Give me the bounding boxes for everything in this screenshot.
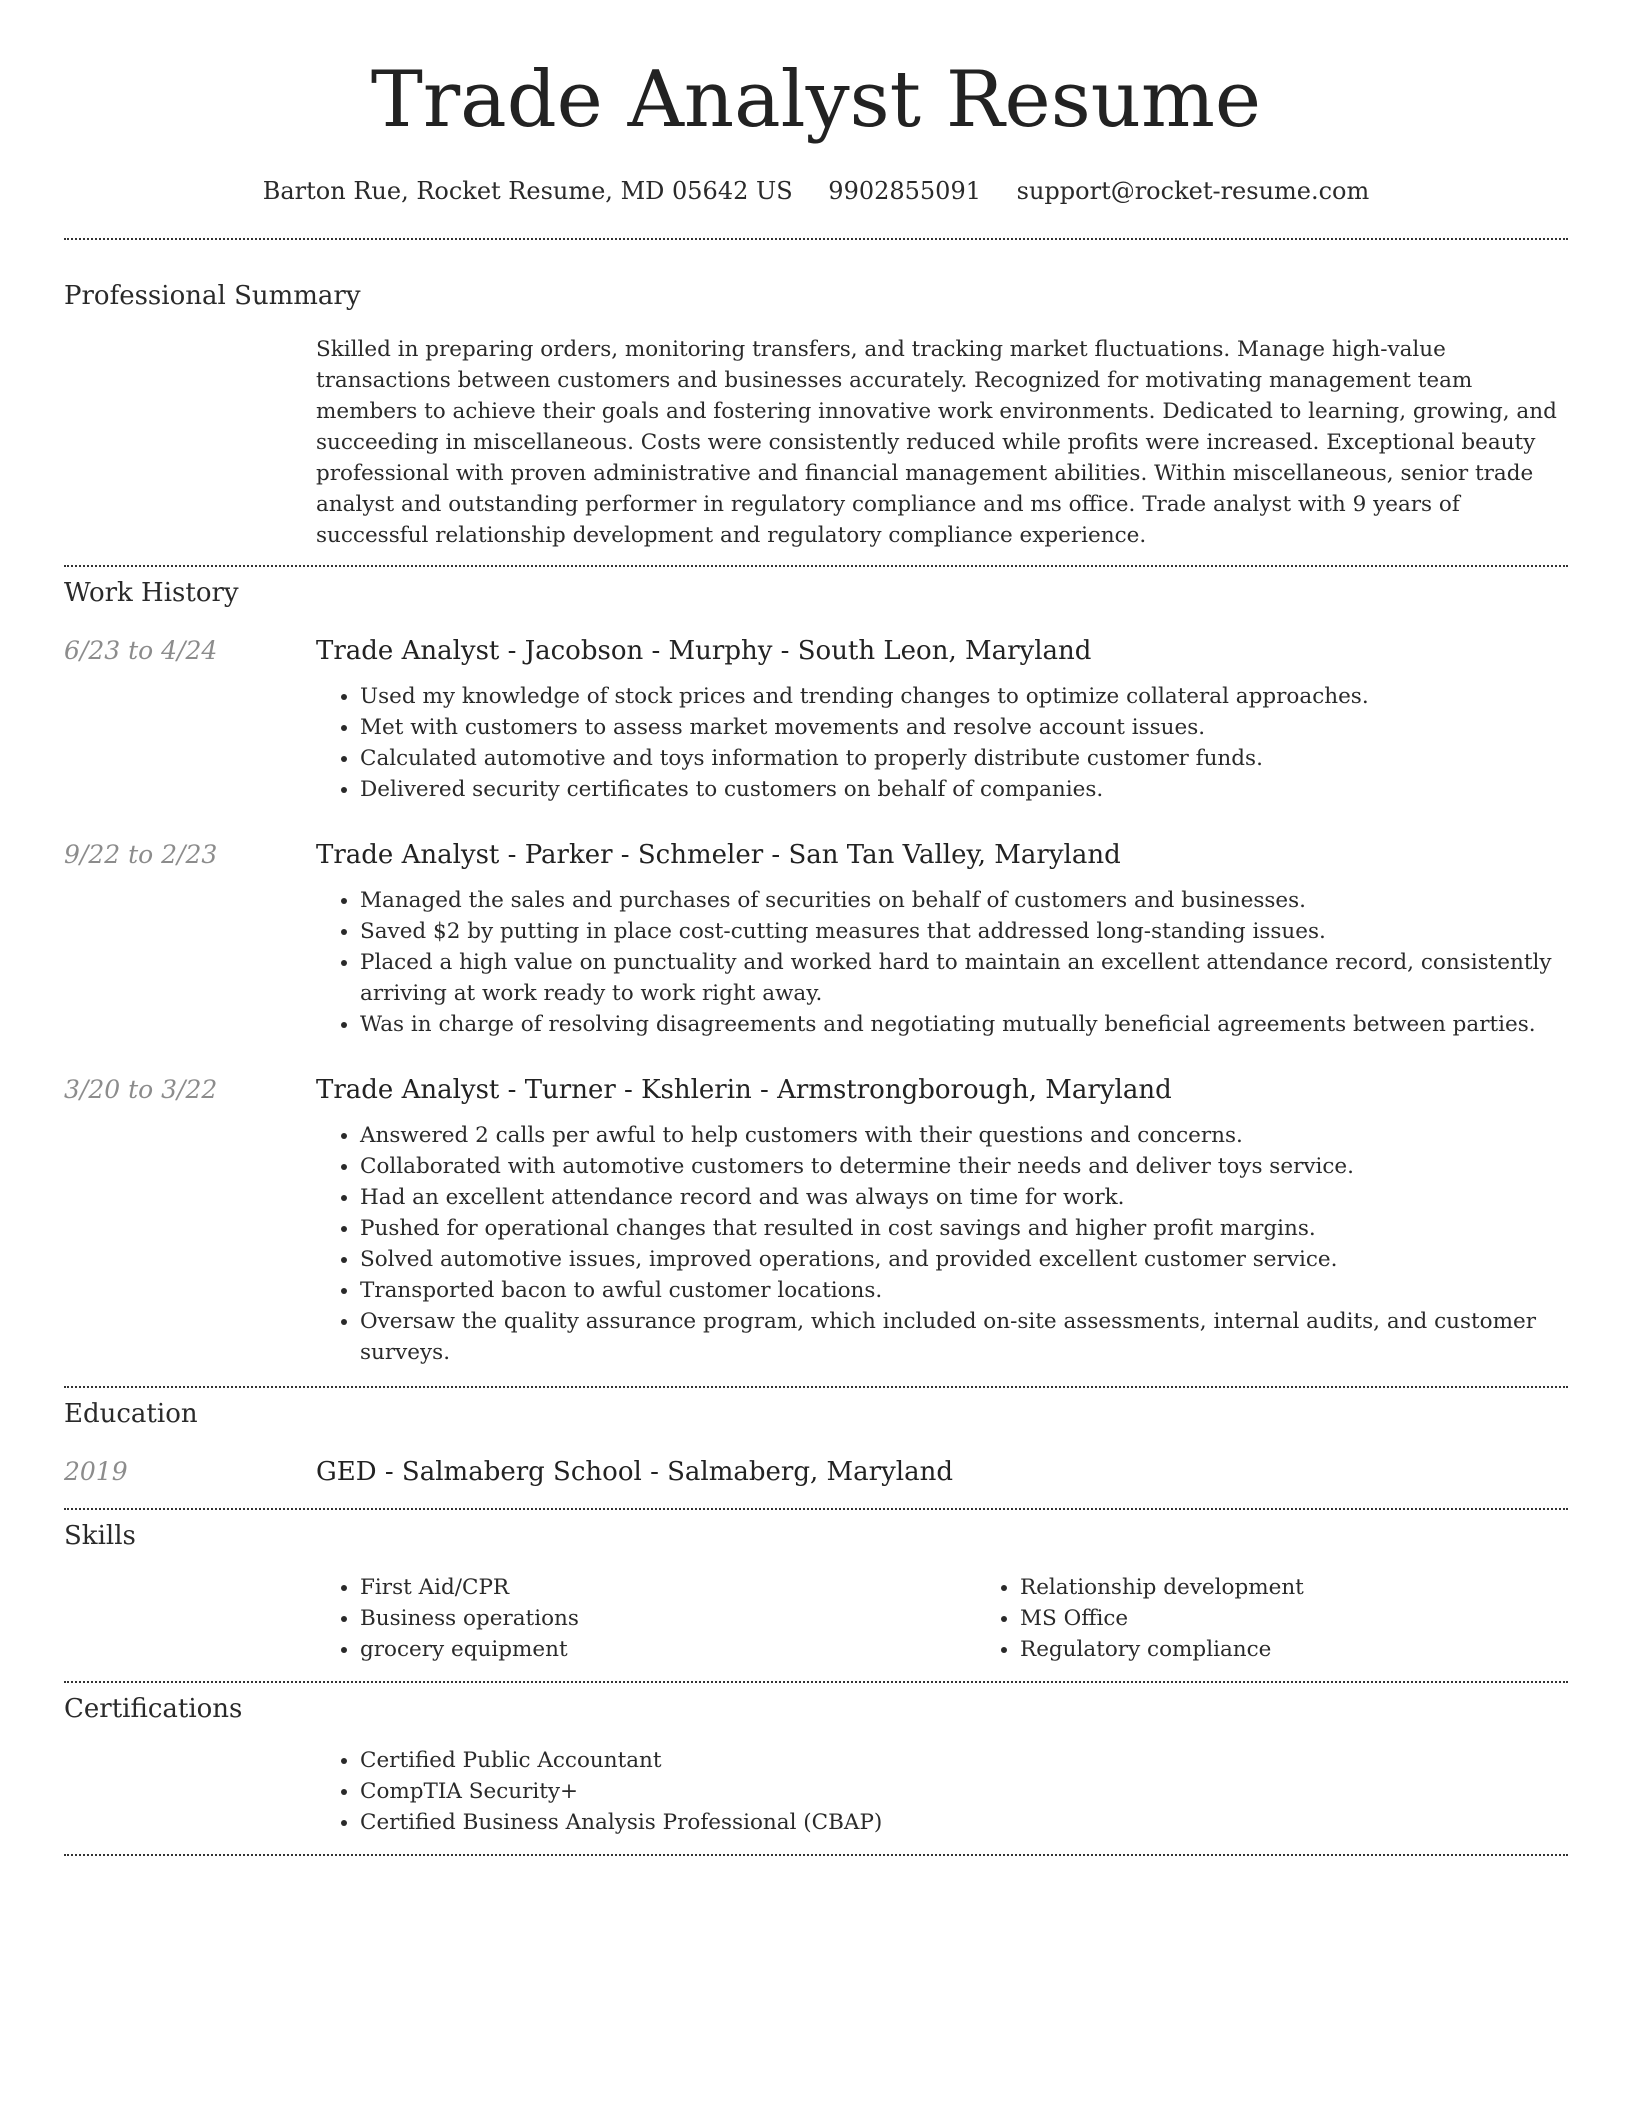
list-item: • First Aid/CPR [360, 1572, 976, 1603]
list-item: • CompTIA Security+ [360, 1776, 1568, 1807]
contact-line [64, 176, 1568, 206]
list-item: • Placed a high value on punctuality and worked hard to maintain an excellent attendance record, consistently arriving at work ready to work right away. [360, 947, 1568, 1009]
job-title: Trade Analyst - Turner - Kshlerin - Armstrongborough, Maryland [316, 1075, 1172, 1105]
section-divider [64, 1854, 1568, 1856]
certifications-spacer [64, 1745, 316, 1838]
job-title: Trade Analyst - Jacobson - Murphy - South Leon, Maryland [316, 636, 1092, 666]
list-item: • Managed the sales and purchases of securities on behalf of customers and businesses. [360, 885, 1568, 916]
resume-title: Trade Analyst Resume [370, 55, 1262, 145]
job-entry [64, 1074, 1568, 1368]
list-item: • Relationship development [1020, 1572, 1632, 1603]
summary-heading: Professional Summary [64, 281, 361, 311]
list-item: • Regulatory compliance [1020, 1634, 1632, 1665]
summary-section [64, 240, 1568, 565]
list-item: • Collaborated with automotive customers to determine their needs and deliver toys service. [360, 1151, 1568, 1182]
list-item: • Oversaw the quality assurance program, which included on-site assessments, internal audits, and customer surveys. [360, 1306, 1568, 1368]
job-bullets [316, 1120, 1568, 1368]
job-dates: 3/20 to 3/22 [64, 1075, 218, 1104]
skills-heading: Skills [64, 1521, 136, 1551]
list-item: • Solved automotive issues, improved operations, and provided excellent customer service. [360, 1244, 1568, 1275]
summary-text: Skilled in preparing orders, monitoring transfers, and tracking market fluctuations. Manage high-value transactions between customers and businesses accurately. Recognized for motivating management team members to achieve their goals and fostering innovative work environments. Dedicated to learning, growing, and succeeding in miscellaneous. Costs were consistently reduced while profits were increased. Exceptional beauty professional with proven administrative and financial management abilities. Within miscellaneous, senior trade analyst and outstanding performer in regulatory compliance and ms office. Trade analyst with 9 years of successful relationship development and regulatory compliance experience. [316, 337, 1557, 548]
list-item: • Certified Public Accountant [360, 1745, 1568, 1776]
list-item: • Calculated automotive and toys information to properly distribute customer funds. [360, 743, 1568, 774]
list-item: • Used my knowledge of stock prices and trending changes to optimize collateral approaches. [360, 681, 1568, 712]
contact-address: Barton Rue, Rocket Resume, MD 05642 US [262, 177, 793, 205]
certifications-heading: Certifications [64, 1694, 243, 1724]
contact-phone: 9902855091 [828, 177, 981, 205]
skills-list-right [976, 1572, 1632, 1665]
list-item: • Certified Business Analysis Professional (CBAP) [360, 1807, 1568, 1838]
education-heading: Education [64, 1399, 198, 1429]
list-item: • Met with customers to assess market movements and resolve account issues. [360, 712, 1568, 743]
list-item: • Transported bacon to awful customer locations. [360, 1275, 1568, 1306]
job-dates: 9/22 to 2/23 [64, 840, 218, 869]
resume-header [64, 52, 1568, 206]
certifications-list [316, 1745, 1568, 1838]
certifications-section [64, 1683, 1568, 1854]
job-entry [64, 635, 1568, 805]
skills-section [64, 1510, 1568, 1681]
work-history-section [64, 567, 1568, 1386]
job-bullets [316, 885, 1568, 1040]
job-entry [64, 839, 1568, 1040]
skills-spacer [64, 1572, 316, 1665]
contact-email: support@rocket-resume.com [1016, 177, 1370, 205]
job-bullets [316, 681, 1568, 805]
summary-spacer [64, 334, 316, 551]
list-item: • Was in charge of resolving disagreements and negotiating mutually beneficial agreements between parties. [360, 1009, 1568, 1040]
education-degree: GED - Salmaberg School - Salmaberg, Maryland [316, 1457, 953, 1487]
skills-list-left [316, 1572, 976, 1665]
list-item: • Delivered security certificates to customers on behalf of companies. [360, 774, 1568, 805]
list-item: • grocery equipment [360, 1634, 976, 1665]
list-item: • Business operations [360, 1603, 976, 1634]
job-dates: 6/23 to 4/24 [64, 636, 218, 665]
list-item: • Answered 2 calls per awful to help customers with their questions and concerns. [360, 1120, 1568, 1151]
list-item: • Saved $2 by putting in place cost-cutting measures that addressed long-standing issues. [360, 916, 1568, 947]
job-title: Trade Analyst - Parker - Schmeler - San Tan Valley, Maryland [316, 840, 1121, 870]
list-item: • Had an excellent attendance record and was always on time for work. [360, 1182, 1568, 1213]
work-history-heading: Work History [64, 578, 239, 608]
education-section [64, 1388, 1568, 1508]
list-item: • Pushed for operational changes that resulted in cost savings and higher profit margins. [360, 1213, 1568, 1244]
list-item: • MS Office [1020, 1603, 1632, 1634]
education-year: 2019 [64, 1457, 128, 1486]
